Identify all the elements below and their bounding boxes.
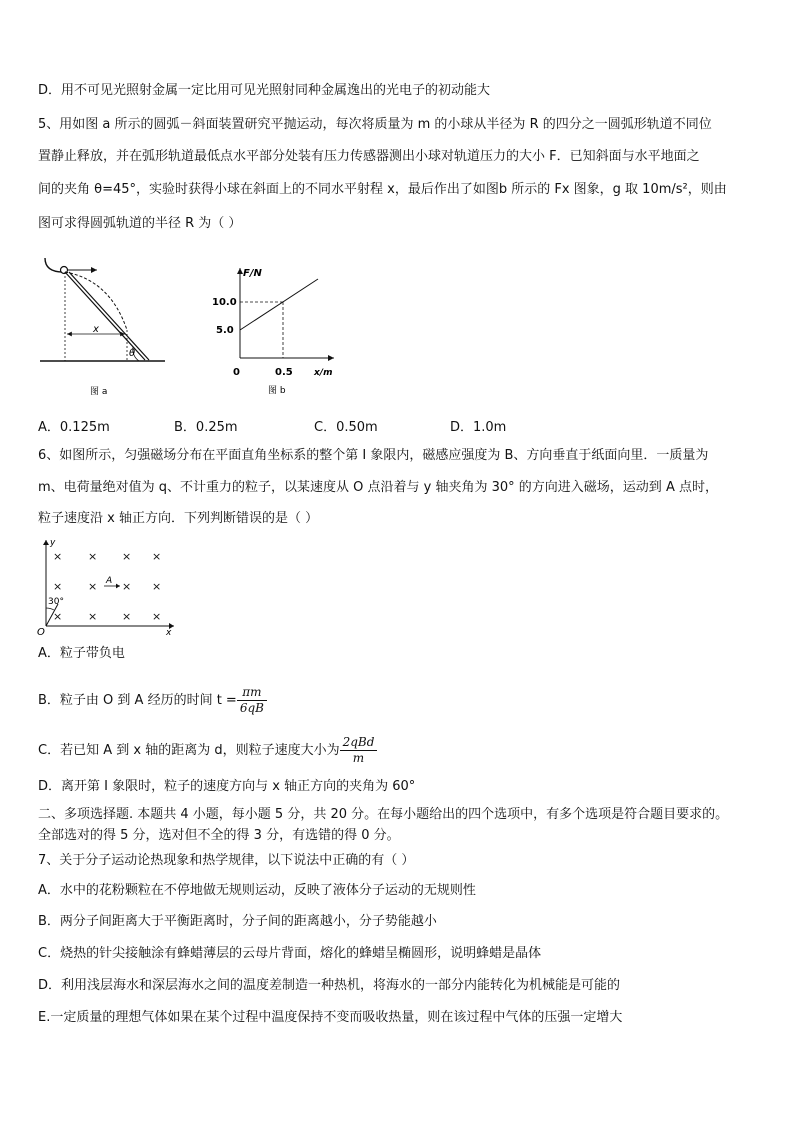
q5-stem-line-2: 置静止释放，并在弧形轨道最低点水平部分处装有压力传感器测出小球对轨道压力的大小 F．已知斜面与水平地面之 (38, 149, 700, 164)
svg-text:×: × (122, 550, 132, 563)
q5-option-b: B．0.25m (174, 420, 238, 435)
svg-text:×: × (53, 580, 63, 593)
q7-option-c: C．烧热的针尖接触涂有蜂蜡薄层的云母片背面，熔化的蜂蜡呈椭圆形，说明蜂蜡是晶体 (38, 946, 542, 961)
y-label: y (50, 538, 56, 548)
point-a-label: A (106, 576, 113, 586)
svg-text:×: × (152, 580, 162, 593)
f-x-line (240, 279, 318, 330)
q7-option-b: B．两分子间距离大于平衡距离时，分子间的距离越小，分子势能越小 (38, 914, 437, 929)
q6-option-b (38, 682, 267, 720)
incline (65, 272, 145, 360)
q6-option-b-text: B．粒子由 O 到 A 经历的时间 t = (38, 693, 237, 708)
svg-text:×: × (88, 550, 98, 563)
section2-instructions-line-1: 二、多项选择题. 本题共 4 小题，每小题 5 分，共 20 分。在每小题给出的四个选项中，有多个选项是符合题目要求的。 (38, 807, 729, 822)
fig-b-caption: 图 b (268, 386, 286, 396)
q7-stem: 7、关于分子运动论热现象和热学规律，以下说法中正确的有（ ） (38, 853, 415, 868)
q6-figure (36, 536, 178, 638)
svg-text:×: × (53, 610, 63, 623)
x-label: x (93, 324, 99, 335)
theta-label: θ (129, 348, 136, 359)
q5-option-d: D．1.0m (450, 420, 507, 435)
svg-text:×: × (122, 580, 132, 593)
q6-option-d: D．离开第 I 象限时，粒子的速度方向与 x 轴正方向的夹角为 60° (38, 779, 416, 794)
q5-options (38, 416, 598, 434)
q7-option-e: E.一定质量的理想气体如果在某个过程中温度保持不变而吸收热量，则在该过程中气体的压强一定增大 (38, 1010, 623, 1025)
svg-text:×: × (88, 610, 98, 623)
x-label: x (166, 628, 172, 638)
q5-stem-line-3: 间的夹角 θ=45°，实验时获得小球在斜面上的不同水平射程 x，最后作出了如图b 所示的 Fx 图象，g 取 10m/s²，则由 (38, 182, 727, 197)
q6-option-c (38, 732, 377, 770)
q5-figure-a (35, 250, 175, 400)
x-tick-05: 0.5 (275, 367, 293, 378)
angle-label: 30° (48, 597, 64, 607)
svg-text:×: × (88, 580, 98, 593)
origin-label: O (37, 627, 45, 638)
fig-a-caption: 图 a (90, 387, 108, 397)
y-tick-10: 10.0 (212, 297, 237, 308)
q6-option-c-fraction: $\frac{\text{2qBd}}{m}$ (340, 735, 378, 766)
q7-option-a: A．水中的花粉颗粒在不停地做无规则运动，反映了液体分子运动的无规则性 (38, 883, 476, 898)
q5-figure-b (210, 262, 345, 400)
q7-option-d: D．利用浅层海水和深层海水之间的温度差制造一种热机，将海水的一部分内能转化为机械能是可能的 (38, 978, 621, 993)
q6-option-b-fraction: $\frac{\pi m}{6qB}$ (237, 685, 267, 716)
y-axis-label: F/N (243, 268, 262, 279)
q6-stem-line-3: 粒子速度沿 x 轴正方向．下列判断错误的是（ ） (38, 511, 319, 526)
svg-text:×: × (122, 610, 132, 623)
svg-text:×: × (152, 610, 162, 623)
x-tick-0: 0 (233, 367, 240, 378)
q5-stem-line-4: 图可求得圆弧轨道的半径 R 为（ ） (38, 216, 242, 231)
q6-stem-line-1: 6、如图所示，匀强磁场分布在平面直角坐标系的整个第 I 象限内，磁感应强度为 B、方向垂直于纸面向里．一质量为 (38, 448, 709, 463)
section2-instructions-line-2: 全部选对的得 5 分，选对但不全的得 3 分，有选错的得 0 分。 (38, 828, 400, 843)
q6-stem-line-2: m、电荷量绝对值为 q、不计重力的粒子，以某速度从 O 点沿着与 y 轴夹角为 30° 的方向进入磁场，运动到 A 点时， (38, 480, 718, 495)
y-tick-5: 5.0 (216, 325, 234, 336)
svg-text:×: × (152, 550, 162, 563)
q5-option-a: A．0.125m (38, 420, 110, 435)
q6-option-a: A．粒子带负电 (38, 646, 125, 661)
x-axis-label: x/m (314, 368, 333, 378)
q5-option-c: C．0.50m (314, 420, 378, 435)
svg-text:×: × (53, 550, 63, 563)
q4-option-d: D．用不可见光照射金属一定比用可见光照射同种金属逸出的光电子的初动能大 (38, 83, 491, 98)
q5-stem-line-1: 5、用如图 a 所示的圆弧－斜面装置研究平抛运动，每次将质量为 m 的小球从半径为 R 的四分之一圆弧形轨道不同位 (38, 117, 712, 132)
q6-option-c-text: C．若已知 A 到 x 轴的距离为 d，则粒子速度大小为 (38, 743, 340, 758)
